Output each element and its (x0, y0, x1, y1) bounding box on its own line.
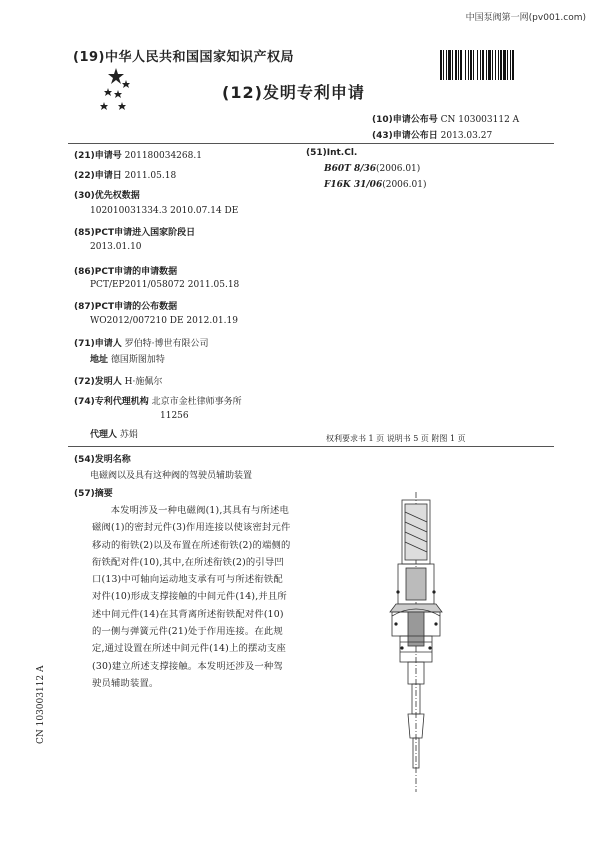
document-type: (12)发明专利申请 (222, 83, 365, 102)
title-label: (54)发明名称 (74, 455, 131, 465)
ipc-class-1: B60T 8/36 (324, 164, 377, 174)
application-date-row (74, 168, 176, 181)
publication-number: CN 103003112 A (440, 115, 520, 125)
ipc-class-2-row (324, 180, 426, 190)
applicant: 罗伯特·博世有限公司 (124, 339, 209, 349)
application-date-label: (22)申请日 (74, 171, 122, 181)
application-date: 2011.05.18 (124, 171, 177, 181)
pct-publication-label: (87)PCT申请的公布数据 (74, 302, 178, 312)
side-publication-number: CN 103003112 A (36, 665, 46, 744)
address: 德国斯图加特 (110, 355, 165, 365)
pct-publication-data: WO2012/007210 DE 2012.01.19 (90, 316, 238, 326)
priority-data: 102010031334.3 2010.07.14 DE (90, 206, 239, 216)
inventor-row (74, 374, 162, 387)
issuing-office: (19)中华人民共和国国家知识产权局 (73, 50, 294, 65)
pct-entry-label: (85)PCT申请进入国家阶段日 (74, 228, 196, 238)
invention-title: 电磁阀以及具有这种阀的驾驶员辅助装置 (90, 471, 253, 481)
agency-label: (74)专利代理机构 (74, 397, 149, 407)
priority-label: (30)优先权数据 (74, 191, 140, 201)
ipc-class-2-version: (2006.01) (382, 180, 427, 190)
application-number-label: (21)申请号 (74, 151, 122, 161)
header-divider (68, 143, 554, 144)
publication-date: 2013.03.27 (440, 131, 493, 141)
page-count-summary: 权利要求书 1 页 说明书 5 页 附图 1 页 (326, 434, 466, 443)
section-divider (68, 446, 554, 447)
applicant-row (74, 336, 209, 349)
agency: 北京市金杜律师事务所 (151, 397, 242, 407)
publication-number-label: (10)申请公布号 (372, 115, 438, 125)
publication-number-row (372, 112, 519, 125)
ipc-class-1-row (324, 164, 420, 174)
pct-entry-date: 2013.01.10 (90, 242, 142, 252)
publication-date-label: (43)申请公布日 (372, 131, 438, 141)
inventor-label: (72)发明人 (74, 377, 122, 387)
abstract-text: 本发明涉及一种电磁阀(1),其具有与所述电磁阀(1)的密封元件(3)作用连接以使该密封元件移动的衔铁(2)以及布置在所述衔铁(2)的端侧的衔铁配对件(10),其中,在所述衔铁(2)的引导凹口(13)中可轴向运动地支承有可与所述衔铁配对件(10)形成支撑接触的中间元件(14),并且所述中间元件(14)在其背离所述衔铁配对件(10)的一侧与弹簧元件(21)处于作用连接。在此规定,通过设置在所述中间元件(14)上的摆动支座(30)建立所述支撑接触。本发明还涉及一种驾驶员辅助装置。 (92, 505, 291, 689)
inventor: H·施佩尔 (124, 377, 163, 387)
abstract-label: (57)摘要 (74, 489, 113, 499)
applicant-label: (71)申请人 (74, 339, 122, 349)
pct-application-data: PCT/EP2011/058072 2011.05.18 (90, 280, 240, 290)
publication-date-row (372, 128, 492, 141)
solenoid-valve-drawing (378, 492, 454, 792)
barcode (440, 50, 554, 80)
pct-application-label: (86)PCT申请的申请数据 (74, 267, 178, 277)
agent: 苏娟 (119, 430, 138, 440)
site-watermark: 中国泵阀第一网(pv001.com) (465, 13, 586, 23)
ipc-class-1-version: (2006.01) (376, 164, 421, 174)
address-row (90, 352, 165, 365)
agent-label: 代理人 (90, 430, 118, 440)
agency-row (74, 394, 242, 407)
ipc-label: (51)Int.Cl. (306, 148, 358, 158)
ipc-class-2: F16K 31/06 (324, 180, 383, 190)
application-number-row (74, 148, 202, 161)
agent-row (90, 427, 138, 440)
application-number: 201180034268.1 (124, 151, 202, 161)
agency-code: 11256 (160, 411, 189, 421)
address-label: 地址 (90, 355, 109, 365)
patent-office-emblem (96, 66, 146, 116)
